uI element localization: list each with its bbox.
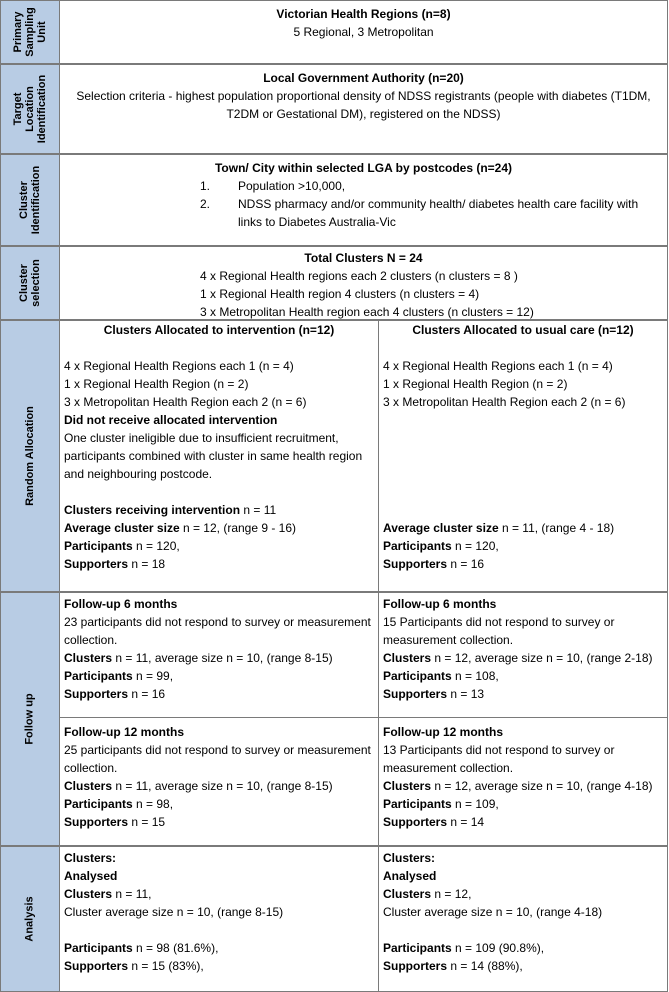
receiving-line: Clusters receiving intervention n = 11 <box>64 503 277 517</box>
primary-line: 5 Regional, 3 Metropolitan <box>293 25 434 39</box>
participants-line: Participants n = 98, <box>64 797 174 811</box>
target-text: Selection criteria - highest population proportional density of NDSS registrants (people with diabetes (T1DM, T2DM or Gestational DM), registered on the NDSS) <box>76 89 651 121</box>
supporters-line: Supporters n = 15 (83%), <box>64 959 204 973</box>
alloc-line: 3 x Metropolitan Health Region each 2 (n = 6) <box>64 395 307 409</box>
participants-line: Participants n = 120, <box>64 539 180 553</box>
analysis-label-cell <box>1 847 60 991</box>
participants-line: Participants n = 109 (90.8%), <box>383 941 545 955</box>
list-item: 2. NDSS pharmacy and/or community health/ diabetes health care facility with links to Diabetes Australia-Vic <box>200 197 639 229</box>
analysis-title: Clusters: <box>64 851 117 865</box>
clusters-line: Clusters n = 12, <box>383 887 472 901</box>
alloc-line: 4 x Regional Health Regions each 1 (n = 4) <box>383 359 613 373</box>
cluster-selection-section <box>0 246 668 320</box>
clusters-line: Clusters n = 12, average size n = 10, (range 2-18) <box>383 651 653 665</box>
followup-6-text: 15 Participants did not respond to survey or measurement collection. <box>383 615 615 647</box>
supporters-line: Supporters n = 15 <box>64 815 166 829</box>
intervention-title: Clusters Allocated to intervention (n=12) <box>103 323 335 337</box>
followup-12-text: 13 Participants did not respond to survey or measurement collection. <box>383 743 615 775</box>
random-allocation-section <box>0 320 668 592</box>
primary-title: Victorian Health Regions (n=8) <box>276 7 451 21</box>
cluster-sel-line: 4 x Regional Health regions each 2 clusters (n clusters = 8 ) <box>200 269 518 283</box>
followup-label-cell <box>1 593 60 845</box>
avg-size-line: Cluster average size n = 10, (range 8-15) <box>64 905 284 919</box>
avg-size-line: Average cluster size n = 12, (range 9 - 16) <box>64 521 297 535</box>
random-label: Random Allocation <box>24 406 37 506</box>
primary-sampling-section <box>0 0 668 64</box>
analysis-title: Clusters: <box>383 851 436 865</box>
supporters-line: Supporters n = 18 <box>64 557 166 571</box>
participants-line: Participants n = 99, <box>64 669 174 683</box>
target-label: Target Location Identification <box>12 74 49 144</box>
analysis-right-column <box>379 847 667 991</box>
cluster-id-title: Town/ City within selected LGA by postcodes (n=24) <box>214 161 513 175</box>
did-not-receive-text: One cluster ineligible due to insufficient recruitment, participants combined with cluster in same health region and neighbouring postcode. <box>64 431 363 481</box>
followup-6-title: Follow-up 6 months <box>64 597 178 611</box>
intervention-column <box>60 321 379 591</box>
clusters-line: Clusters n = 11, average size n = 10, (range 8-15) <box>64 651 333 665</box>
did-not-receive-heading: Did not receive allocated intervention <box>64 413 278 427</box>
analysis-left-column <box>60 847 379 991</box>
cluster-identification-section <box>0 154 668 246</box>
target-location-section <box>0 64 668 154</box>
followup-12-text: 25 participants did not respond to survey or measurement collection. <box>64 743 371 775</box>
primary-sampling-label: Primary Sampling Unit <box>11 7 48 57</box>
avg-size-line: Cluster average size n = 10, (range 4-18) <box>383 905 603 919</box>
primary-sampling-label-cell <box>1 1 60 63</box>
participants-line: Participants n = 98 (81.6%), <box>64 941 219 955</box>
followup-divider <box>60 717 667 718</box>
supporters-line: Supporters n = 13 <box>383 687 485 701</box>
followup-label: Follow up <box>23 693 36 745</box>
follow-up-section <box>0 592 668 846</box>
supporters-line: Supporters n = 16 <box>383 557 485 571</box>
analysis-subtitle: Analysed <box>383 869 437 883</box>
cluster-id-label: Cluster Identification <box>18 165 43 235</box>
alloc-line: 3 x Metropolitan Health Region each 2 (n = 6) <box>383 395 626 409</box>
followup-right-column <box>379 593 667 845</box>
clusters-line: Clusters n = 12, average size n = 10, (range 4-18) <box>383 779 653 793</box>
supporters-line: Supporters n = 14 (88%), <box>383 959 523 973</box>
list-item: 1. Population >10,000, <box>200 179 346 193</box>
followup-6-title: Follow-up 6 months <box>383 597 497 611</box>
usual-care-column <box>379 321 667 591</box>
supporters-line: Supporters n = 14 <box>383 815 485 829</box>
cluster-sel-label-cell <box>1 247 60 319</box>
analysis-label: Analysis <box>24 896 36 942</box>
target-label-cell <box>1 65 60 153</box>
supporters-line: Supporters n = 16 <box>64 687 166 701</box>
participants-line: Participants n = 108, <box>383 669 499 683</box>
random-label-cell <box>1 321 60 591</box>
analysis-section <box>0 846 668 992</box>
target-title: Local Government Authority (n=20) <box>263 71 464 85</box>
alloc-line: 1 x Regional Health Region (n = 2) <box>64 377 249 391</box>
alloc-line: 4 x Regional Health Regions each 1 (n = 4) <box>64 359 294 373</box>
usual-care-title: Clusters Allocated to usual care (n=12) <box>412 323 634 337</box>
participants-line: Participants n = 109, <box>383 797 499 811</box>
followup-12-title: Follow-up 12 months <box>64 725 184 739</box>
clusters-line: Clusters n = 11, average size n = 10, (range 8-15) <box>64 779 333 793</box>
alloc-line: 1 x Regional Health Region (n = 2) <box>383 377 568 391</box>
cluster-sel-line: 3 x Metropolitan Health region each 4 clusters (n clusters = 12) <box>200 305 534 319</box>
cluster-id-label-cell <box>1 155 60 245</box>
cluster-sel-line: 1 x Regional Health region 4 clusters (n clusters = 4) <box>200 287 480 301</box>
avg-size-line: Average cluster size n = 11, (range 4 - 18) <box>383 521 615 535</box>
cluster-sel-title: Total Clusters N = 24 <box>304 251 423 265</box>
clusters-line: Clusters n = 11, <box>64 887 152 901</box>
participants-line: Participants n = 120, <box>383 539 499 553</box>
followup-6-text: 23 participants did not respond to survey or measurement collection. <box>64 615 371 647</box>
analysis-subtitle: Analysed <box>64 869 118 883</box>
cluster-sel-label: Cluster selection <box>18 259 42 307</box>
followup-12-title: Follow-up 12 months <box>383 725 503 739</box>
followup-left-column <box>60 593 379 845</box>
